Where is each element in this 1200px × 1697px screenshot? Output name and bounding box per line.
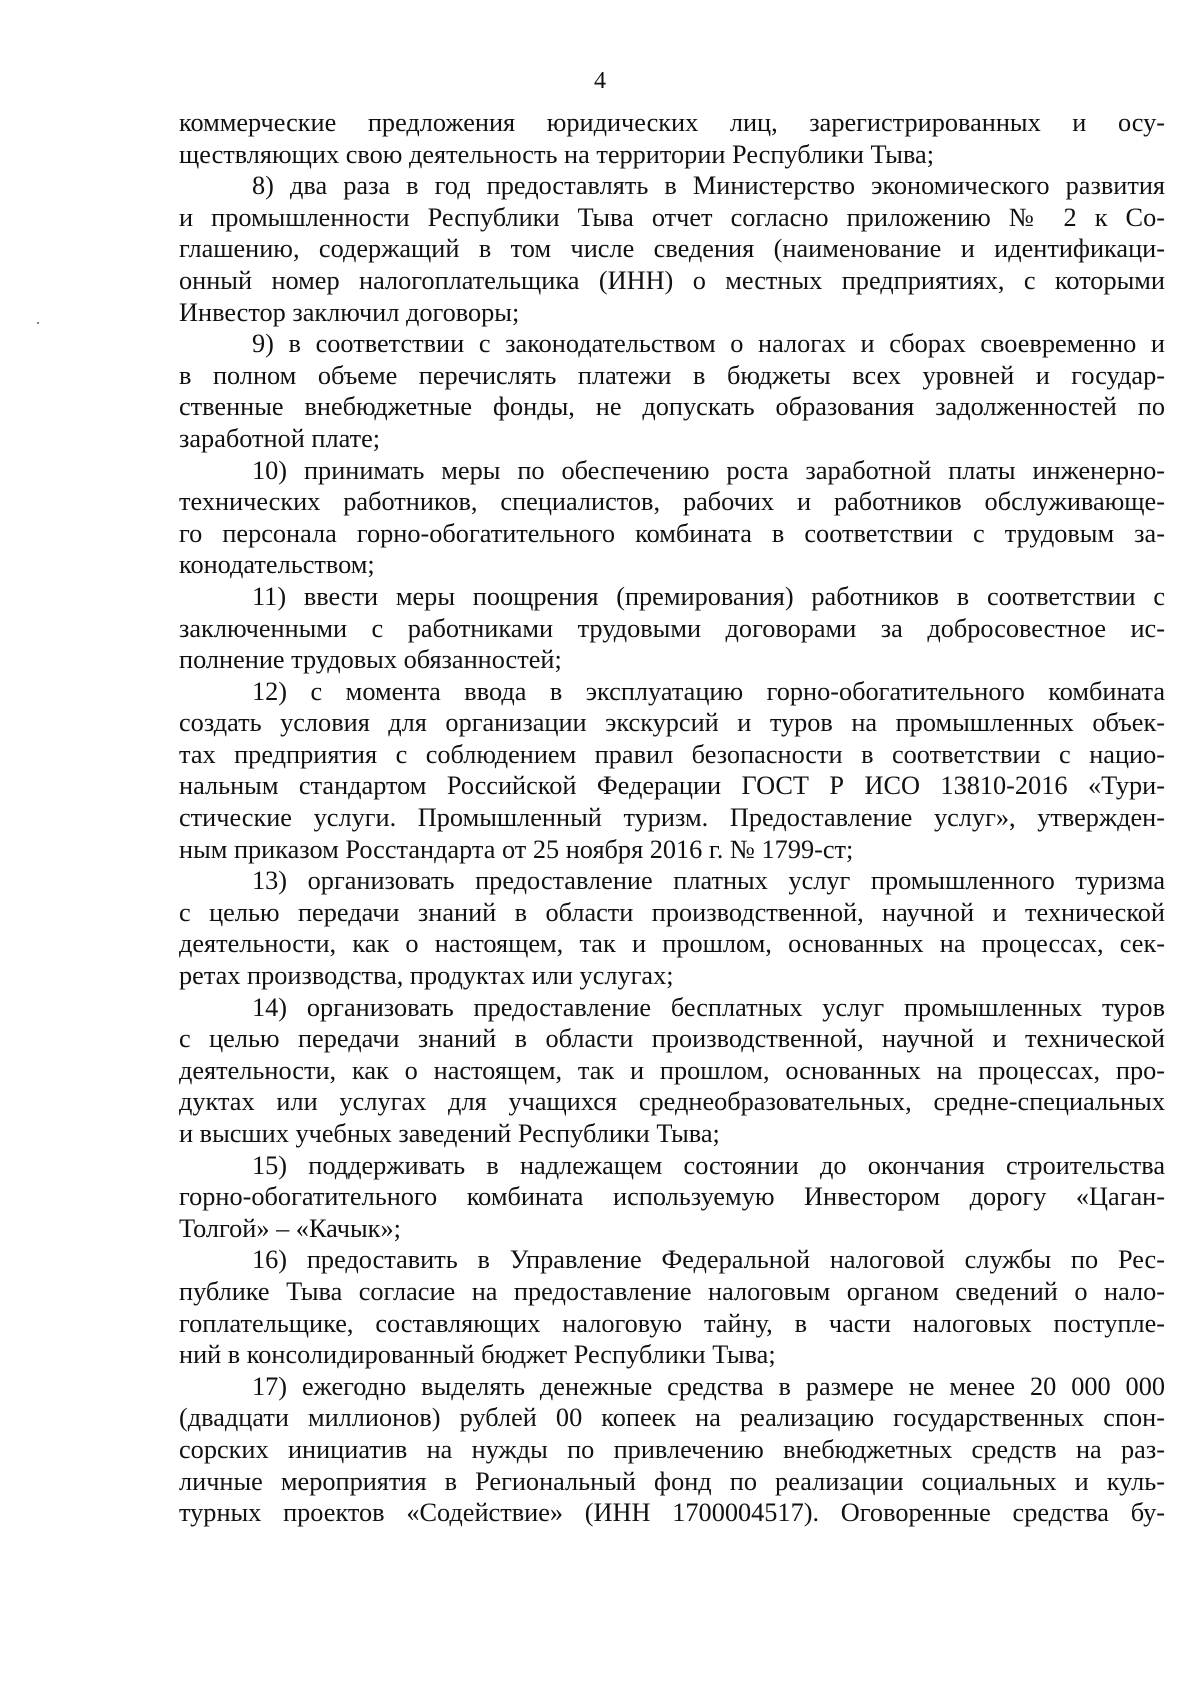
text-line: тах предприятия с соблюдением правил безопасности в соответствии с нацио- <box>179 739 1165 769</box>
text-line: ществляющих свою деятельность на территории Республики Тыва; <box>179 139 935 169</box>
text-line: создать условия для организации экскурсий и туров на промышленных объек- <box>179 708 1165 738</box>
text-line: 12) с момента ввода в эксплуатацию горно-обогатительного комбината <box>252 676 1165 706</box>
text-line: Инвестор заключил договоры; <box>179 297 520 327</box>
text-line: ственные внебюджетные фонды, не допускать образования задолженностей по <box>179 392 1165 422</box>
text-line: 14) организовать предоставление бесплатных услуг промышленных туров <box>252 992 1165 1022</box>
text-line: нальным стандартом Российской Федерации ГОСТ Р ИСО 13810-2016 «Тури- <box>179 771 1165 801</box>
text-line: горно-обогатительного комбината используемую Инвестором дорогу «Цаган- <box>179 1182 1165 1212</box>
text-line: 8) два раза в год предоставлять в Министерство экономического развития <box>252 171 1165 201</box>
text-line: ным приказом Росстандарта от 25 ноября 2016 г. № 1799-ст; <box>179 834 854 864</box>
text-line: 10) принимать меры по обеспечению роста заработной платы инженерно- <box>252 455 1165 485</box>
text-line: 9) в соответствии с законодательством о налогах и сборах своевременно и <box>252 329 1165 359</box>
text-line: публике Тыва согласие на предоставление налоговым органом сведений о нало- <box>179 1276 1165 1306</box>
document-body <box>179 107 1165 1529</box>
text-line: личные мероприятия в Региональный фонд по реализации социальных и куль- <box>179 1466 1165 1496</box>
text-line: ретах производства, продуктах или услугах; <box>179 961 674 991</box>
text-line: коммерческие предложения юридических лиц, зарегистрированных и осу- <box>179 108 1165 137</box>
text-line: 17) ежегодно выделять денежные средства в размере не менее 20 000 000 <box>252 1371 1165 1401</box>
text-line: полнение трудовых обязанностей; <box>179 645 562 675</box>
text-line: деятельности, как о настоящем, так и прошлом, основанных на процессах, сек- <box>179 929 1165 959</box>
text-line: и высших учебных заведений Республики Тыва; <box>179 1119 720 1148</box>
text-line: деятельности, как о настоящем, так и прошлом, основанных на процессах, про- <box>179 1055 1165 1085</box>
text-line: (двадцати миллионов) рублей 00 копеек на реализацию государственных спон- <box>179 1403 1165 1433</box>
text-line: 11) ввести меры поощрения (премирования) работников в соответствии с <box>252 581 1165 611</box>
text-line: 13) организовать предоставление платных услуг промышленного туризма <box>252 866 1165 896</box>
text-line: 15) поддерживать в надлежащем состоянии до окончания строительства <box>252 1150 1165 1180</box>
text-line: в полном объеме перечислять платежи в бюджеты всех уровней и государ- <box>179 360 1165 390</box>
text-line: с целью передачи знаний в области производственной, научной и технической <box>179 897 1165 927</box>
text-line: турных проектов «Содействие» (ИНН 1700004517). Оговоренные средства бу- <box>179 1498 1165 1528</box>
text-line: и промышленности Республики Тыва отчет согласно приложению № 2 к Со- <box>179 202 1165 232</box>
text-line: гоплательщике, составляющих налоговую тайну, в части налоговых поступле- <box>179 1308 1165 1338</box>
text-line: глашению, содержащий в том числе сведения (наименование и идентификаци- <box>179 234 1165 264</box>
scan-artifact <box>37 322 39 324</box>
text-line: 16) предоставить в Управление Федеральной налоговой службы по Рес- <box>252 1245 1165 1275</box>
text-line: заработной плате; <box>179 423 381 453</box>
text-line: дуктах или услугах для учащихся среднеобразовательных, средне-специальных <box>179 1087 1165 1117</box>
page-number: 4 <box>594 68 606 94</box>
text-line: го персонала горно-обогатительного комбината в соответствии с трудовым за- <box>179 518 1165 548</box>
text-line: онный номер налогоплательщика (ИНН) о местных предприятиях, с которыми <box>179 265 1165 295</box>
text-line: стические услуги. Промышленный туризм. Предоставление услуг», утвержден- <box>179 803 1165 833</box>
text-line: сорских инициатив на нужды по привлечению внебюджетных средств на раз- <box>179 1434 1165 1464</box>
text-line: технических работников, специалистов, рабочих и работников обслуживающе- <box>179 487 1165 517</box>
text-line: ний в консолидированный бюджет Республики Тыва; <box>179 1340 776 1370</box>
text-line: конодательством; <box>179 550 375 580</box>
text-line: Толгой» – «Качык»; <box>179 1213 401 1243</box>
text-line: с целью передачи знаний в области производственной, научной и технической <box>179 1024 1165 1054</box>
text-line: заключенными с работниками трудовыми договорами за добросовестное ис- <box>179 613 1165 643</box>
